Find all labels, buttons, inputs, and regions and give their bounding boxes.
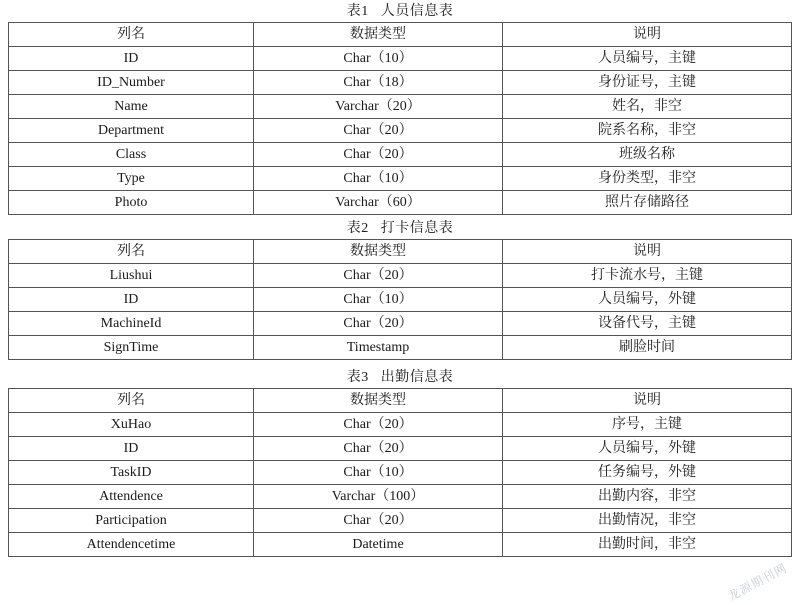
table-cell: 人员编号，外键 (503, 437, 792, 461)
table-3-body (9, 389, 792, 557)
column-header: 说明 (503, 389, 792, 413)
table-cell: Attendencetime (9, 533, 254, 557)
table-row (9, 533, 792, 557)
table-row (9, 167, 792, 191)
table-cell: Char（20） (254, 509, 503, 533)
table-row (9, 47, 792, 71)
column-header: 说明 (503, 23, 792, 47)
table-3 (8, 388, 792, 557)
table-cell: 班级名称 (503, 143, 792, 167)
table-cell: Department (9, 119, 254, 143)
table-cell: Datetime (254, 533, 503, 557)
table-cell: 出勤情况，非空 (503, 509, 792, 533)
table-row (9, 143, 792, 167)
table-row (9, 413, 792, 437)
table-cell: Participation (9, 509, 254, 533)
table-row (9, 95, 792, 119)
table-cell: 身份证号，主键 (503, 71, 792, 95)
table-cell: Char（10） (254, 47, 503, 71)
table-cell: Char（18） (254, 71, 503, 95)
table-header-row (9, 23, 792, 47)
table-cell: 任务编号，外键 (503, 461, 792, 485)
table-cell: 身份类型，非空 (503, 167, 792, 191)
table-cell: 人员编号，主键 (503, 47, 792, 71)
table-cell: ID (9, 437, 254, 461)
table-1-title: 人员信息表 (380, 4, 454, 19)
table-row (9, 288, 792, 312)
table-row (9, 191, 792, 215)
table-cell: MachineId (9, 312, 254, 336)
table-cell: SignTime (9, 336, 254, 360)
table-row (9, 119, 792, 143)
table-cell: Char（20） (254, 437, 503, 461)
column-header: 列名 (9, 240, 254, 264)
table-cell: Type (9, 167, 254, 191)
table-row (9, 509, 792, 533)
table-cell: Char（20） (254, 143, 503, 167)
column-header: 数据类型 (254, 240, 503, 264)
table-cell: Attendence (9, 485, 254, 509)
column-header: 列名 (9, 23, 254, 47)
table-3-caption (0, 368, 800, 388)
table-cell: Char（20） (254, 413, 503, 437)
document (0, 2, 800, 604)
table-cell: XuHao (9, 413, 254, 437)
table-cell: Timestamp (254, 336, 503, 360)
column-header: 数据类型 (254, 23, 503, 47)
table-cell: 出勤时间，非空 (503, 533, 792, 557)
table-cell: 人员编号，外键 (503, 288, 792, 312)
column-header: 说明 (503, 240, 792, 264)
table-2-title: 打卡信息表 (380, 221, 454, 236)
table-cell: 照片存储路径 (503, 191, 792, 215)
table-cell: 打卡流水号，主键 (503, 264, 792, 288)
table-2-body (9, 240, 792, 360)
table-cell: 设备代号，主键 (503, 312, 792, 336)
table-cell: ID (9, 288, 254, 312)
table-cell: TaskID (9, 461, 254, 485)
table-cell: ID (9, 47, 254, 71)
table-cell: 院系名称，非空 (503, 119, 792, 143)
table-row (9, 264, 792, 288)
table-cell: Char（10） (254, 288, 503, 312)
table-header-row (9, 389, 792, 413)
table-row (9, 336, 792, 360)
table-cell: Char（20） (254, 119, 503, 143)
table-cell: 出勤内容，非空 (503, 485, 792, 509)
table-row (9, 437, 792, 461)
table-2-number: 表2 (346, 221, 369, 236)
table-header-row (9, 240, 792, 264)
table-cell: Varchar（20） (254, 95, 503, 119)
table-row (9, 71, 792, 95)
column-header: 数据类型 (254, 389, 503, 413)
table-cell: Liushui (9, 264, 254, 288)
table-row (9, 312, 792, 336)
table-cell: Char（10） (254, 461, 503, 485)
watermark: 龙源期刊网 (725, 560, 790, 604)
table-cell: Photo (9, 191, 254, 215)
table-2 (8, 239, 792, 360)
table-cell: Char（20） (254, 312, 503, 336)
table-cell: 序号，主键 (503, 413, 792, 437)
table-cell: Varchar（60） (254, 191, 503, 215)
table-cell: Char（20） (254, 264, 503, 288)
table-cell: 刷脸时间 (503, 336, 792, 360)
table-1-body (9, 23, 792, 215)
table-row (9, 461, 792, 485)
table-1 (8, 22, 792, 215)
table-3-title: 出勤信息表 (380, 370, 454, 385)
table-cell: Class (9, 143, 254, 167)
table-cell: 姓名，非空 (503, 95, 792, 119)
table-cell: ID_Number (9, 71, 254, 95)
table-2-caption (0, 219, 800, 239)
table-cell: Char（10） (254, 167, 503, 191)
table-cell: Varchar（100） (254, 485, 503, 509)
table-3-number: 表3 (346, 370, 369, 385)
column-header: 列名 (9, 389, 254, 413)
table-1-number: 表1 (346, 4, 369, 19)
table-row (9, 485, 792, 509)
table-1-caption (0, 2, 800, 22)
table-cell: Name (9, 95, 254, 119)
